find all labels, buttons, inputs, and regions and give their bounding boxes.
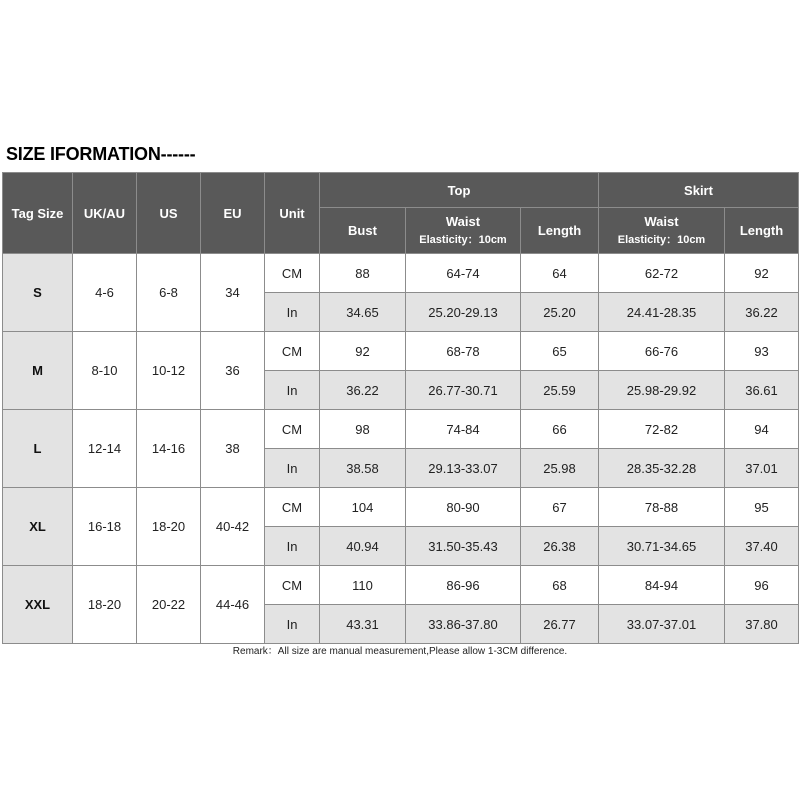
top-waist-cell: 31.50-35.43 <box>406 527 521 566</box>
unit-cell: CM <box>265 566 320 605</box>
eu-cell: 34 <box>201 254 265 332</box>
top-length-cell: 25.59 <box>521 371 599 410</box>
skirt-length-cell: 36.61 <box>725 371 799 410</box>
table-row <box>3 488 799 527</box>
top-bust-cell: 104 <box>320 488 406 527</box>
header-skirt-length: Length <box>725 208 799 254</box>
uk-au-cell: 16-18 <box>73 488 137 566</box>
uk-au-cell: 12-14 <box>73 410 137 488</box>
unit-cell: CM <box>265 488 320 527</box>
skirt-length-cell: 94 <box>725 410 799 449</box>
unit-cell: CM <box>265 254 320 293</box>
header-top-bust: Bust <box>320 208 406 254</box>
top-waist-cell: 26.77-30.71 <box>406 371 521 410</box>
eu-cell: 44-46 <box>201 566 265 644</box>
skirt-length-cell: 93 <box>725 332 799 371</box>
size-table-body <box>3 254 799 644</box>
top-bust-cell: 38.58 <box>320 449 406 488</box>
tag-size-cell: S <box>3 254 73 332</box>
top-bust-cell: 43.31 <box>320 605 406 644</box>
unit-cell: In <box>265 605 320 644</box>
top-length-cell: 68 <box>521 566 599 605</box>
skirt-waist-cell: 33.07-37.01 <box>599 605 725 644</box>
top-length-cell: 67 <box>521 488 599 527</box>
table-row <box>3 410 799 449</box>
skirt-waist-cell: 28.35-32.28 <box>599 449 725 488</box>
us-cell: 14-16 <box>137 410 201 488</box>
top-waist-cell: 64-74 <box>406 254 521 293</box>
skirt-length-cell: 37.80 <box>725 605 799 644</box>
unit-cell: In <box>265 527 320 566</box>
skirt-length-cell: 37.40 <box>725 527 799 566</box>
top-bust-cell: 88 <box>320 254 406 293</box>
uk-au-cell: 4-6 <box>73 254 137 332</box>
header-skirt-elasticity: Elasticity：10cm <box>617 234 706 246</box>
skirt-waist-cell: 84-94 <box>599 566 725 605</box>
top-bust-cell: 40.94 <box>320 527 406 566</box>
top-length-cell: 66 <box>521 410 599 449</box>
header-top: Top <box>320 173 599 208</box>
top-length-cell: 26.38 <box>521 527 599 566</box>
unit-cell: CM <box>265 332 320 371</box>
header-top-waist-label: Waist <box>445 214 481 229</box>
table-row <box>3 254 799 293</box>
tag-size-cell: XL <box>3 488 73 566</box>
top-bust-cell: 98 <box>320 410 406 449</box>
skirt-length-cell: 96 <box>725 566 799 605</box>
eu-cell: 40-42 <box>201 488 265 566</box>
skirt-waist-cell: 66-76 <box>599 332 725 371</box>
top-waist-cell: 74-84 <box>406 410 521 449</box>
us-cell: 6-8 <box>137 254 201 332</box>
skirt-length-cell: 92 <box>725 254 799 293</box>
top-bust-cell: 34.65 <box>320 293 406 332</box>
header-top-length: Length <box>521 208 599 254</box>
skirt-waist-cell: 72-82 <box>599 410 725 449</box>
size-table <box>2 172 799 644</box>
us-cell: 20-22 <box>137 566 201 644</box>
top-length-cell: 26.77 <box>521 605 599 644</box>
unit-cell: In <box>265 293 320 332</box>
page-title: SIZE IFORMATION------ <box>6 144 196 164</box>
table-row <box>3 566 799 605</box>
top-bust-cell: 92 <box>320 332 406 371</box>
skirt-waist-cell: 24.41-28.35 <box>599 293 725 332</box>
top-waist-cell: 29.13-33.07 <box>406 449 521 488</box>
skirt-length-cell: 95 <box>725 488 799 527</box>
top-bust-cell: 110 <box>320 566 406 605</box>
header-unit: Unit <box>265 173 320 254</box>
top-bust-cell: 36.22 <box>320 371 406 410</box>
header-top-waist <box>406 208 521 254</box>
eu-cell: 38 <box>201 410 265 488</box>
header-eu: EU <box>201 173 265 254</box>
us-cell: 18-20 <box>137 488 201 566</box>
top-waist-cell: 33.86-37.80 <box>406 605 521 644</box>
top-length-cell: 64 <box>521 254 599 293</box>
unit-cell: In <box>265 449 320 488</box>
tag-size-cell: M <box>3 332 73 410</box>
top-waist-cell: 86-96 <box>406 566 521 605</box>
unit-cell: CM <box>265 410 320 449</box>
skirt-waist-cell: 30.71-34.65 <box>599 527 725 566</box>
eu-cell: 36 <box>201 332 265 410</box>
header-top-elasticity: Elasticity：10cm <box>419 234 507 246</box>
top-length-cell: 65 <box>521 332 599 371</box>
top-length-cell: 25.98 <box>521 449 599 488</box>
uk-au-cell: 8-10 <box>73 332 137 410</box>
unit-cell: In <box>265 371 320 410</box>
header-uk-au: UK/AU <box>73 173 137 254</box>
top-length-cell: 25.20 <box>521 293 599 332</box>
top-waist-cell: 25.20-29.13 <box>406 293 521 332</box>
table-row <box>3 332 799 371</box>
tag-size-cell: XXL <box>3 566 73 644</box>
remark-note: Remark：All size are manual measurement,Please allow 1-3CM difference. <box>232 646 568 657</box>
top-waist-cell: 68-78 <box>406 332 521 371</box>
us-cell: 10-12 <box>137 332 201 410</box>
top-waist-cell: 80-90 <box>406 488 521 527</box>
skirt-length-cell: 36.22 <box>725 293 799 332</box>
uk-au-cell: 18-20 <box>73 566 137 644</box>
skirt-waist-cell: 78-88 <box>599 488 725 527</box>
skirt-waist-cell: 25.98-29.92 <box>599 371 725 410</box>
header-skirt: Skirt <box>599 173 799 208</box>
skirt-length-cell: 37.01 <box>725 449 799 488</box>
skirt-waist-cell: 62-72 <box>599 254 725 293</box>
header-us: US <box>137 173 201 254</box>
header-skirt-waist <box>599 208 725 254</box>
tag-size-cell: L <box>3 410 73 488</box>
header-skirt-waist-label: Waist <box>644 214 679 229</box>
header-tag-size: Tag Size <box>3 173 73 254</box>
